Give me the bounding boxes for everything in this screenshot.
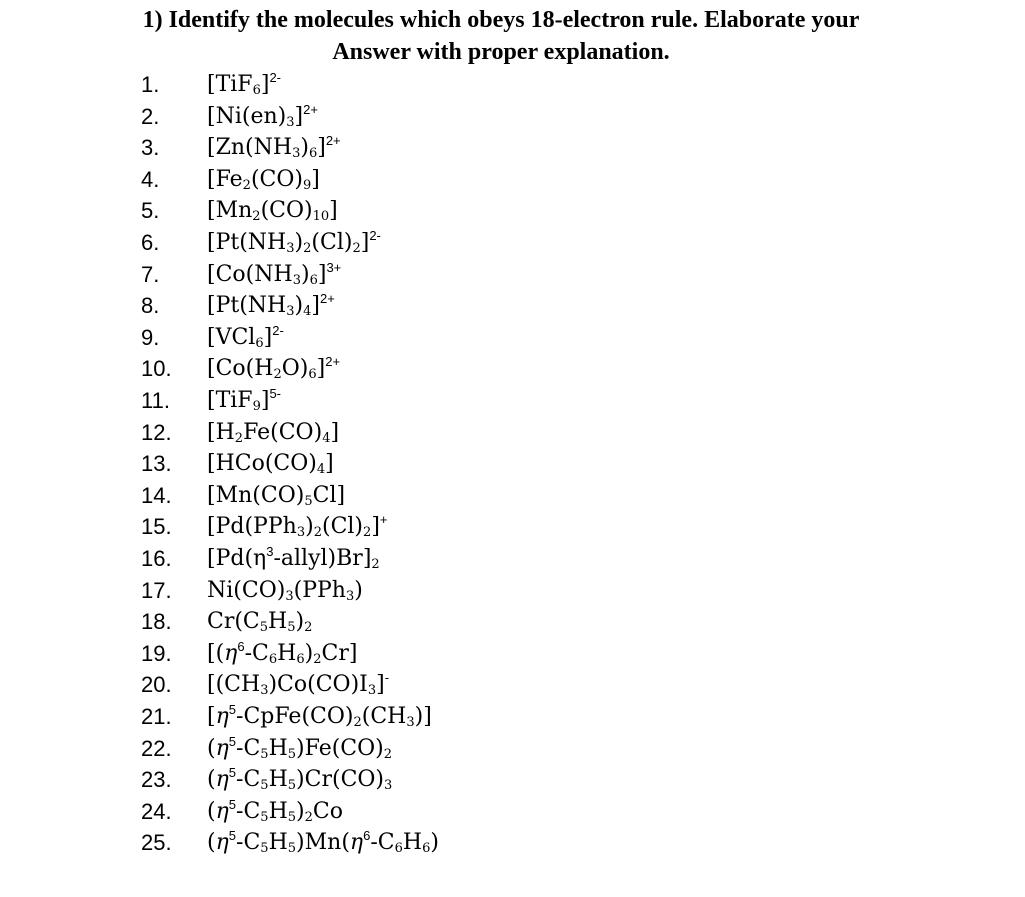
formula-part: -C	[236, 735, 261, 761]
item-number: 6.	[141, 230, 160, 255]
list-item	[0, 639, 1025, 669]
formula-part: )	[304, 640, 314, 666]
formula-part: 6	[296, 651, 305, 667]
formula-part: -C	[236, 798, 261, 824]
formula-part: [Pd(η	[207, 546, 267, 571]
formula-part: 2	[371, 557, 380, 572]
formula-part: -allyl)Br]	[273, 546, 372, 571]
formula-part: 5	[287, 809, 297, 825]
formula-part: )]	[414, 704, 432, 729]
formula-part: 6	[363, 828, 371, 844]
molecule-formula	[207, 386, 281, 416]
formula-part: 3	[367, 683, 377, 699]
formula-part: [Fe	[207, 166, 243, 192]
formula-part: 9	[303, 177, 312, 193]
formula-part: +	[379, 512, 388, 528]
list-item	[0, 386, 1025, 416]
molecule-formula	[207, 354, 340, 384]
formula-part: 6	[308, 367, 317, 383]
formula-part: (	[207, 830, 216, 856]
formula-part: 5	[259, 620, 269, 636]
formula-part: (	[207, 798, 216, 824]
formula-part: 5	[287, 746, 297, 762]
item-number: 23.	[141, 767, 172, 793]
formula-part: [Pt(NH	[207, 230, 287, 255]
list-item	[0, 449, 1025, 479]
formula-part: 6	[422, 841, 431, 857]
formula-part: 3	[384, 778, 393, 794]
formula-part: 5	[287, 778, 297, 794]
formula-part: )	[305, 514, 314, 540]
formula-part: 5	[287, 620, 296, 636]
formula-part: η	[224, 640, 238, 666]
item-number: 9.	[141, 324, 160, 350]
formula-part: 2-	[272, 322, 284, 338]
formula-part: 5	[260, 746, 269, 762]
list-item	[0, 828, 1025, 858]
list-item	[0, 165, 1025, 195]
molecule-formula	[207, 449, 334, 479]
formula-part: 5	[228, 765, 237, 781]
item-number: 12.	[141, 419, 172, 445]
formula-part: 6	[252, 83, 261, 98]
molecule-formula	[207, 133, 341, 163]
formula-part: [Co(H	[207, 356, 274, 382]
list-item	[0, 196, 1025, 226]
formula-part: 5	[260, 841, 269, 857]
formula-part: 2	[242, 177, 251, 193]
formula-part: 6	[237, 638, 245, 654]
formula-part: 3	[406, 715, 415, 730]
formula-part: 2	[313, 651, 322, 667]
formula-part: 3	[292, 272, 301, 288]
formula-part: )	[430, 830, 439, 856]
list-item	[0, 702, 1025, 732]
question-line-2: Answer with proper explanation.	[332, 39, 670, 65]
formula-part: [(CH	[207, 672, 261, 698]
list-item	[0, 70, 1025, 100]
formula-part: 2	[234, 430, 244, 446]
molecule-formula	[207, 165, 320, 195]
molecule-formula	[207, 702, 432, 732]
formula-part: 10	[312, 209, 330, 225]
list-item	[0, 544, 1025, 574]
formula-part: 5	[287, 841, 297, 857]
formula-part: (	[207, 767, 216, 793]
molecule-formula	[207, 576, 363, 606]
formula-part: 5-	[269, 386, 281, 401]
formula-part: ]	[325, 451, 334, 477]
formula-part: 2	[273, 367, 282, 383]
molecule-formula	[207, 70, 281, 100]
formula-part: H	[402, 830, 423, 856]
item-number: 17.	[141, 577, 172, 603]
formula-part: )	[300, 135, 309, 161]
formula-part: H	[268, 735, 288, 761]
formula-part: 5	[228, 828, 237, 844]
list-item	[0, 323, 1025, 353]
molecule-formula	[207, 418, 339, 448]
item-number: 1.	[141, 72, 160, 97]
formula-part: 3	[296, 525, 306, 541]
formula-part: (Cl)	[321, 514, 364, 540]
formula-part: 5	[304, 493, 313, 509]
item-number: 14.	[141, 482, 172, 508]
item-number: 5.	[141, 198, 160, 224]
formula-part: -	[384, 670, 390, 686]
formula-part: ]	[260, 72, 270, 97]
formula-part: ]	[371, 514, 380, 540]
item-number: 11.	[141, 388, 170, 413]
formula-part: 3	[292, 146, 301, 162]
item-number: 3.	[141, 135, 160, 161]
formula-part: O)	[281, 356, 309, 382]
list-item	[0, 133, 1025, 163]
formula-part: η	[215, 704, 229, 729]
formula-part: Fe(CO)	[243, 419, 323, 445]
formula-part: 3	[286, 304, 295, 320]
formula-part: ]	[294, 103, 304, 129]
formula-part: -CpFe(CO)	[236, 704, 354, 729]
list-item	[0, 102, 1025, 132]
molecule-formula	[207, 639, 357, 669]
molecule-formula	[207, 291, 335, 321]
formula-part: 6	[268, 651, 278, 667]
formula-part: 6	[309, 272, 318, 288]
formula-part: (CO)	[250, 166, 303, 192]
formula-part: 5	[260, 809, 269, 825]
molecule-formula	[207, 607, 312, 637]
formula-part: )	[354, 577, 363, 603]
formula-part: 2-	[369, 228, 381, 243]
item-number: 4.	[141, 166, 160, 192]
formula-part: [Pt(NH	[207, 293, 287, 319]
formula-part: 4	[322, 430, 331, 446]
formula-part: 2	[352, 241, 361, 256]
formula-part: η	[215, 767, 229, 793]
molecule-formula	[207, 481, 345, 511]
molecule-formula	[207, 670, 389, 700]
formula-part: 3	[266, 544, 274, 559]
formula-part: 5	[260, 778, 269, 794]
formula-part: 3+	[326, 259, 342, 275]
list-item	[0, 576, 1025, 606]
formula-part: ]	[330, 419, 340, 445]
question-line-1: 1) Identify the molecules which obeys 18-electron rule. Elaborate your	[142, 7, 860, 33]
formula-part: Ni(CO)	[207, 577, 286, 603]
formula-part: H	[277, 640, 297, 666]
formula-part: [VCl	[207, 324, 256, 350]
molecule-formula	[207, 323, 284, 353]
formula-part: 5	[228, 796, 237, 812]
formula-part: [(	[207, 640, 225, 666]
formula-part: 3	[345, 588, 355, 604]
formula-part: η	[349, 830, 364, 856]
formula-part: 2	[252, 209, 261, 225]
formula-part: -C	[370, 830, 395, 856]
formula-part: -C	[236, 830, 261, 856]
formula-part: )	[294, 230, 304, 255]
formula-part: 6	[308, 146, 318, 162]
item-number: 18.	[141, 609, 172, 635]
formula-part: [Mn	[207, 198, 253, 224]
item-number: 21.	[141, 704, 172, 729]
formula-part: 6	[394, 841, 403, 857]
item-number: 19.	[141, 640, 172, 666]
formula-part: 5	[228, 702, 237, 717]
formula-part: 9	[252, 399, 261, 414]
formula-part: Co	[312, 798, 343, 824]
formula-part: [TiF	[207, 388, 253, 413]
molecule-formula	[207, 228, 381, 258]
formula-part: [Zn(NH	[207, 135, 293, 161]
formula-part: 5	[228, 733, 237, 749]
formula-part: ]	[260, 388, 270, 413]
item-number: 22.	[141, 735, 172, 761]
formula-part: [Co(NH	[207, 261, 293, 287]
formula-part: (PPh	[293, 577, 346, 603]
formula-part: -C	[244, 640, 269, 666]
formula-part: ]	[311, 293, 320, 319]
formula-part: H	[268, 830, 288, 856]
list-item	[0, 797, 1025, 827]
list-item	[0, 291, 1025, 321]
formula-part: )Co(CO)I	[268, 672, 368, 698]
formula-part: H	[268, 798, 288, 824]
formula-part: η	[215, 798, 229, 824]
item-number: 2.	[141, 103, 160, 129]
formula-part: (CH	[361, 704, 407, 729]
formula-part: 3	[285, 588, 294, 604]
formula-part: 4	[316, 462, 326, 478]
formula-part: ]	[317, 135, 326, 161]
item-number: 10.	[141, 356, 172, 382]
molecule-formula	[207, 734, 392, 764]
item-number: 16.	[141, 546, 172, 571]
molecule-formula	[207, 102, 318, 132]
item-number: 24.	[141, 798, 172, 824]
formula-part: 3	[286, 241, 295, 256]
formula-part: 2+	[303, 101, 318, 117]
formula-part: 3	[260, 683, 269, 699]
formula-part: ]	[317, 261, 327, 287]
formula-part: ]	[316, 356, 326, 382]
molecule-formula	[207, 512, 388, 542]
formula-part: η	[215, 830, 229, 856]
formula-part: )	[296, 798, 305, 824]
item-number: 25.	[141, 830, 172, 856]
formula-part: [H	[207, 419, 235, 445]
formula-part: H	[268, 609, 288, 635]
list-item	[0, 260, 1025, 290]
formula-part: 2	[383, 746, 393, 762]
formula-part: 2	[313, 525, 322, 541]
formula-part: (Cl)	[311, 230, 353, 255]
formula-part: η	[215, 735, 229, 761]
formula-part: 2+	[320, 291, 335, 307]
formula-part: )	[294, 293, 304, 319]
formula-part: Cr]	[321, 640, 358, 666]
formula-part: [	[207, 704, 216, 729]
list-item	[0, 607, 1025, 637]
formula-part: 2+	[325, 354, 341, 370]
molecule-formula	[207, 828, 439, 858]
formula-part: )Cr(CO)	[296, 767, 385, 793]
list-item	[0, 670, 1025, 700]
formula-part: )	[300, 261, 310, 287]
molecule-formula	[207, 765, 392, 795]
formula-part: [TiF	[207, 72, 253, 97]
formula-part: ]	[311, 166, 320, 192]
formula-part: 2+	[325, 133, 341, 149]
formula-part: )Mn(	[296, 830, 350, 856]
formula-part: 2-	[269, 70, 281, 85]
formula-part: [Pd(PPh	[207, 514, 297, 540]
item-number: 15.	[141, 514, 172, 540]
formula-part: ]	[263, 324, 273, 350]
molecule-formula	[207, 260, 341, 290]
item-number: 8.	[141, 293, 160, 319]
molecule-formula	[207, 544, 380, 574]
molecule-formula	[207, 797, 343, 827]
formula-part: 2	[363, 525, 372, 541]
formula-part: 2	[353, 715, 362, 730]
formula-part: )	[295, 609, 305, 635]
formula-part: 3	[286, 114, 295, 130]
list-item	[0, 765, 1025, 795]
list-item	[0, 228, 1025, 258]
list-item	[0, 734, 1025, 764]
formula-part: H	[268, 767, 288, 793]
formula-part: 2	[303, 241, 312, 256]
formula-part: ]	[329, 198, 338, 224]
item-number: 7.	[141, 261, 160, 287]
list-item	[0, 418, 1025, 448]
formula-part: )Fe(CO)	[296, 735, 384, 761]
formula-part: 4	[303, 304, 312, 320]
formula-part: ]	[376, 672, 385, 698]
formula-part: Cl]	[312, 482, 346, 508]
formula-part: [Mn(CO)	[207, 482, 305, 508]
list-item	[0, 512, 1025, 542]
formula-part: (	[207, 735, 216, 761]
formula-part: 2	[304, 620, 313, 636]
molecule-formula	[207, 196, 338, 226]
formula-part: Cr(C	[207, 609, 260, 635]
formula-part: -C	[236, 767, 261, 793]
item-number: 13.	[141, 451, 172, 477]
formula-part: ]	[360, 230, 370, 255]
item-number: 20.	[141, 672, 172, 698]
formula-part: [Ni(en)	[207, 103, 287, 129]
formula-part: (CO)	[260, 198, 313, 224]
list-item	[0, 481, 1025, 511]
formula-part: [HCo(CO)	[207, 451, 317, 477]
formula-part: 2	[304, 809, 313, 825]
list-item	[0, 354, 1025, 384]
formula-part: 6	[255, 335, 264, 351]
